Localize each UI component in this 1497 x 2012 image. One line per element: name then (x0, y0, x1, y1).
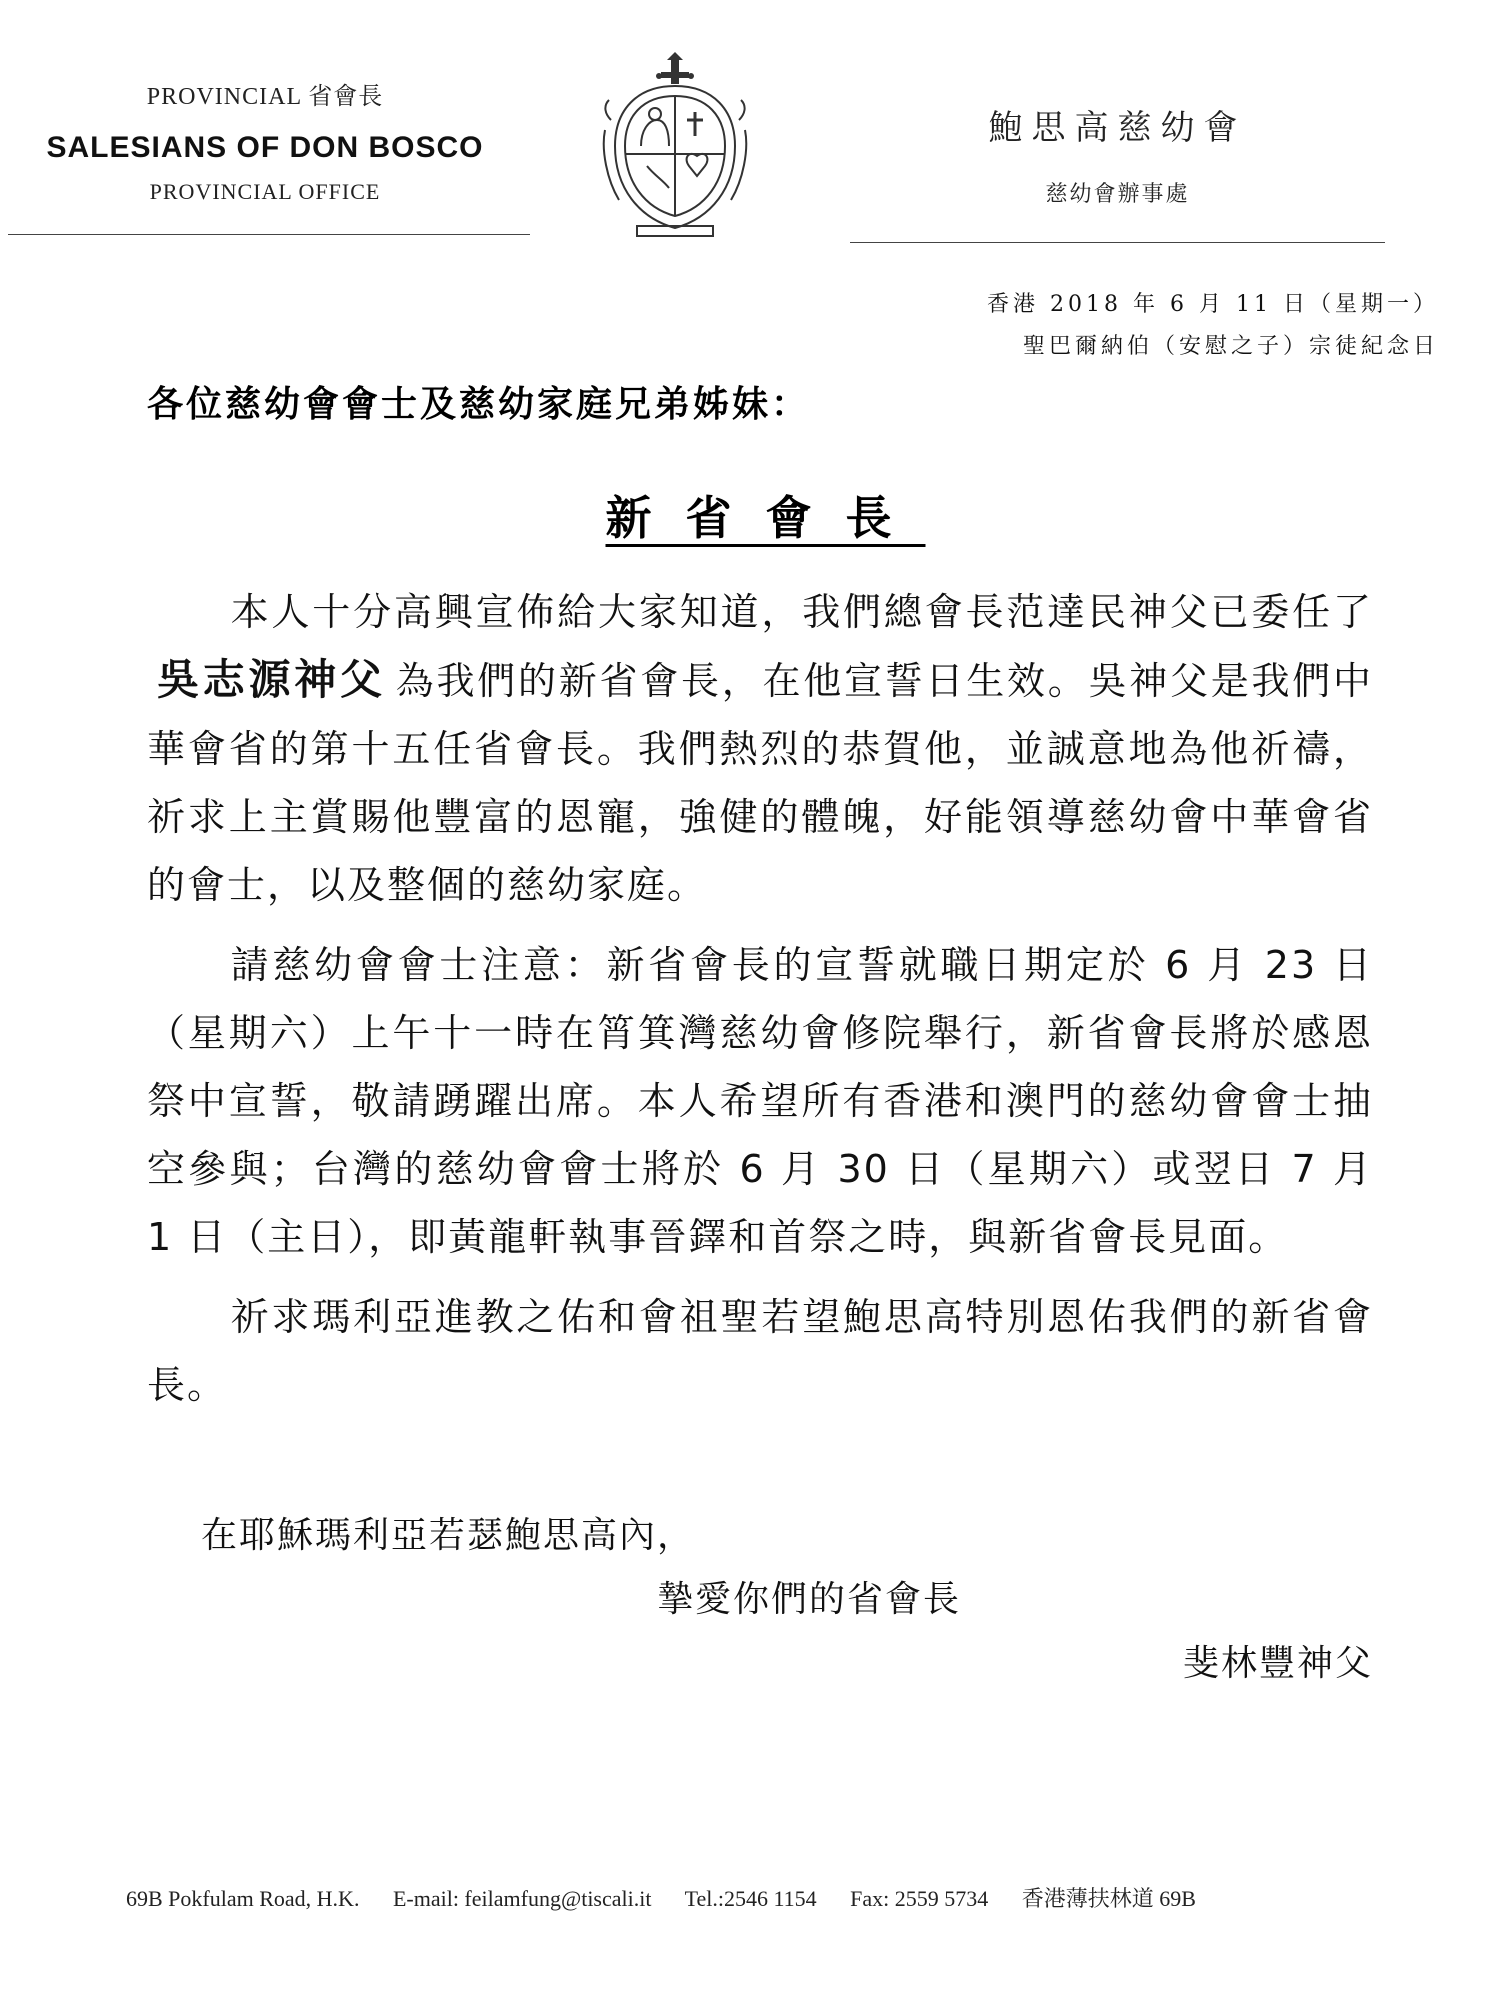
provincial-label: PROVINCIAL 省會長 (146, 84, 384, 110)
footer-email: E-mail: feilamfung@tiscali.it (392, 1886, 652, 1911)
letter-title-text: 新省會長 (605, 491, 926, 545)
footer-fax: Fax: 2559 5734 (850, 1886, 989, 1911)
footer-tel: Tel.:2546 1154 (684, 1886, 817, 1911)
organization-name: SALESIANS OF DON BOSCO (46, 131, 484, 164)
letter-body (147, 578, 1373, 1431)
letter-title (0, 482, 1497, 548)
paragraph-announcement (147, 578, 1373, 919)
salutation: 各位慈幼會會士及慈幼家庭兄弟姊妹： (147, 383, 811, 425)
letterhead-rule-left (8, 234, 530, 235)
date-line: 香港 2018 年 6 月 11 日（星期一） (987, 292, 1439, 317)
closing-line: 在耶穌瑪利亞若瑟鮑思高內， (201, 1515, 696, 1556)
letter-footer (126, 1882, 1426, 1913)
salesian-seal-icon (597, 50, 753, 242)
new-provincial-name: 吳志源神父 (157, 655, 386, 704)
closing-regards: 摯愛你們的省會長 (657, 1579, 962, 1620)
footer-address-en: 69B Pokfulam Road, H.K. (126, 1886, 360, 1911)
chinese-office-label: 慈幼會辦事處 (1045, 182, 1190, 207)
date-block (987, 284, 1439, 368)
closing-block (147, 1504, 1373, 1696)
chinese-organization-name: 鮑思高慈幼會 (988, 108, 1247, 148)
footer-address-zh: 香港薄扶林道 69B (1021, 1886, 1196, 1911)
paragraph-installation: 請慈幼會會士注意：新省會長的宣誓就職日期定於 6 月 23 日（星期六）上午十一時在筲箕灣慈幼會修院舉行，新省會長將於感恩祭中宣誓，敬請踴躍出席。本人希望所有香港和澳門的慈幼會會士抽空參與；台灣的慈幼會會士將於 6 月 30 日（星期六）或翌日 7 月 1 日（主日），即黃龍軒執事晉鐸和首祭之時，與新省會長見面。 (147, 943, 1373, 1259)
letterhead-right (850, 100, 1385, 208)
paragraph-prayer: 祈求瑪利亞進教之佑和會祖聖若望鮑思高特別恩佑我們的新省會長。 (147, 1295, 1373, 1407)
signature: 斐林豐神父 (1182, 1643, 1373, 1684)
letterhead-rule-right (850, 242, 1385, 243)
letterhead-left (0, 76, 530, 205)
paragraph-announcement-after: 為我們的新省會長，在他宣誓日生效。吳神父是我們中華會省的第十五任省會長。我們熱烈的恭賀他，並誠意地為他祈禱，祈求上主賞賜他豐富的恩寵，強健的體魄，好能領導慈幼會中華會省的會士，以及整個的慈幼家庭。 (147, 659, 1373, 907)
provincial-office-label: PROVINCIAL OFFICE (149, 179, 381, 204)
paragraph-announcement-before: 本人十分高興宣佈給大家知道，我們總會長范達民神父已委任了 (230, 590, 1373, 634)
feast-day-line: 聖巴爾納伯（安慰之子）宗徒紀念日 (1022, 334, 1439, 359)
